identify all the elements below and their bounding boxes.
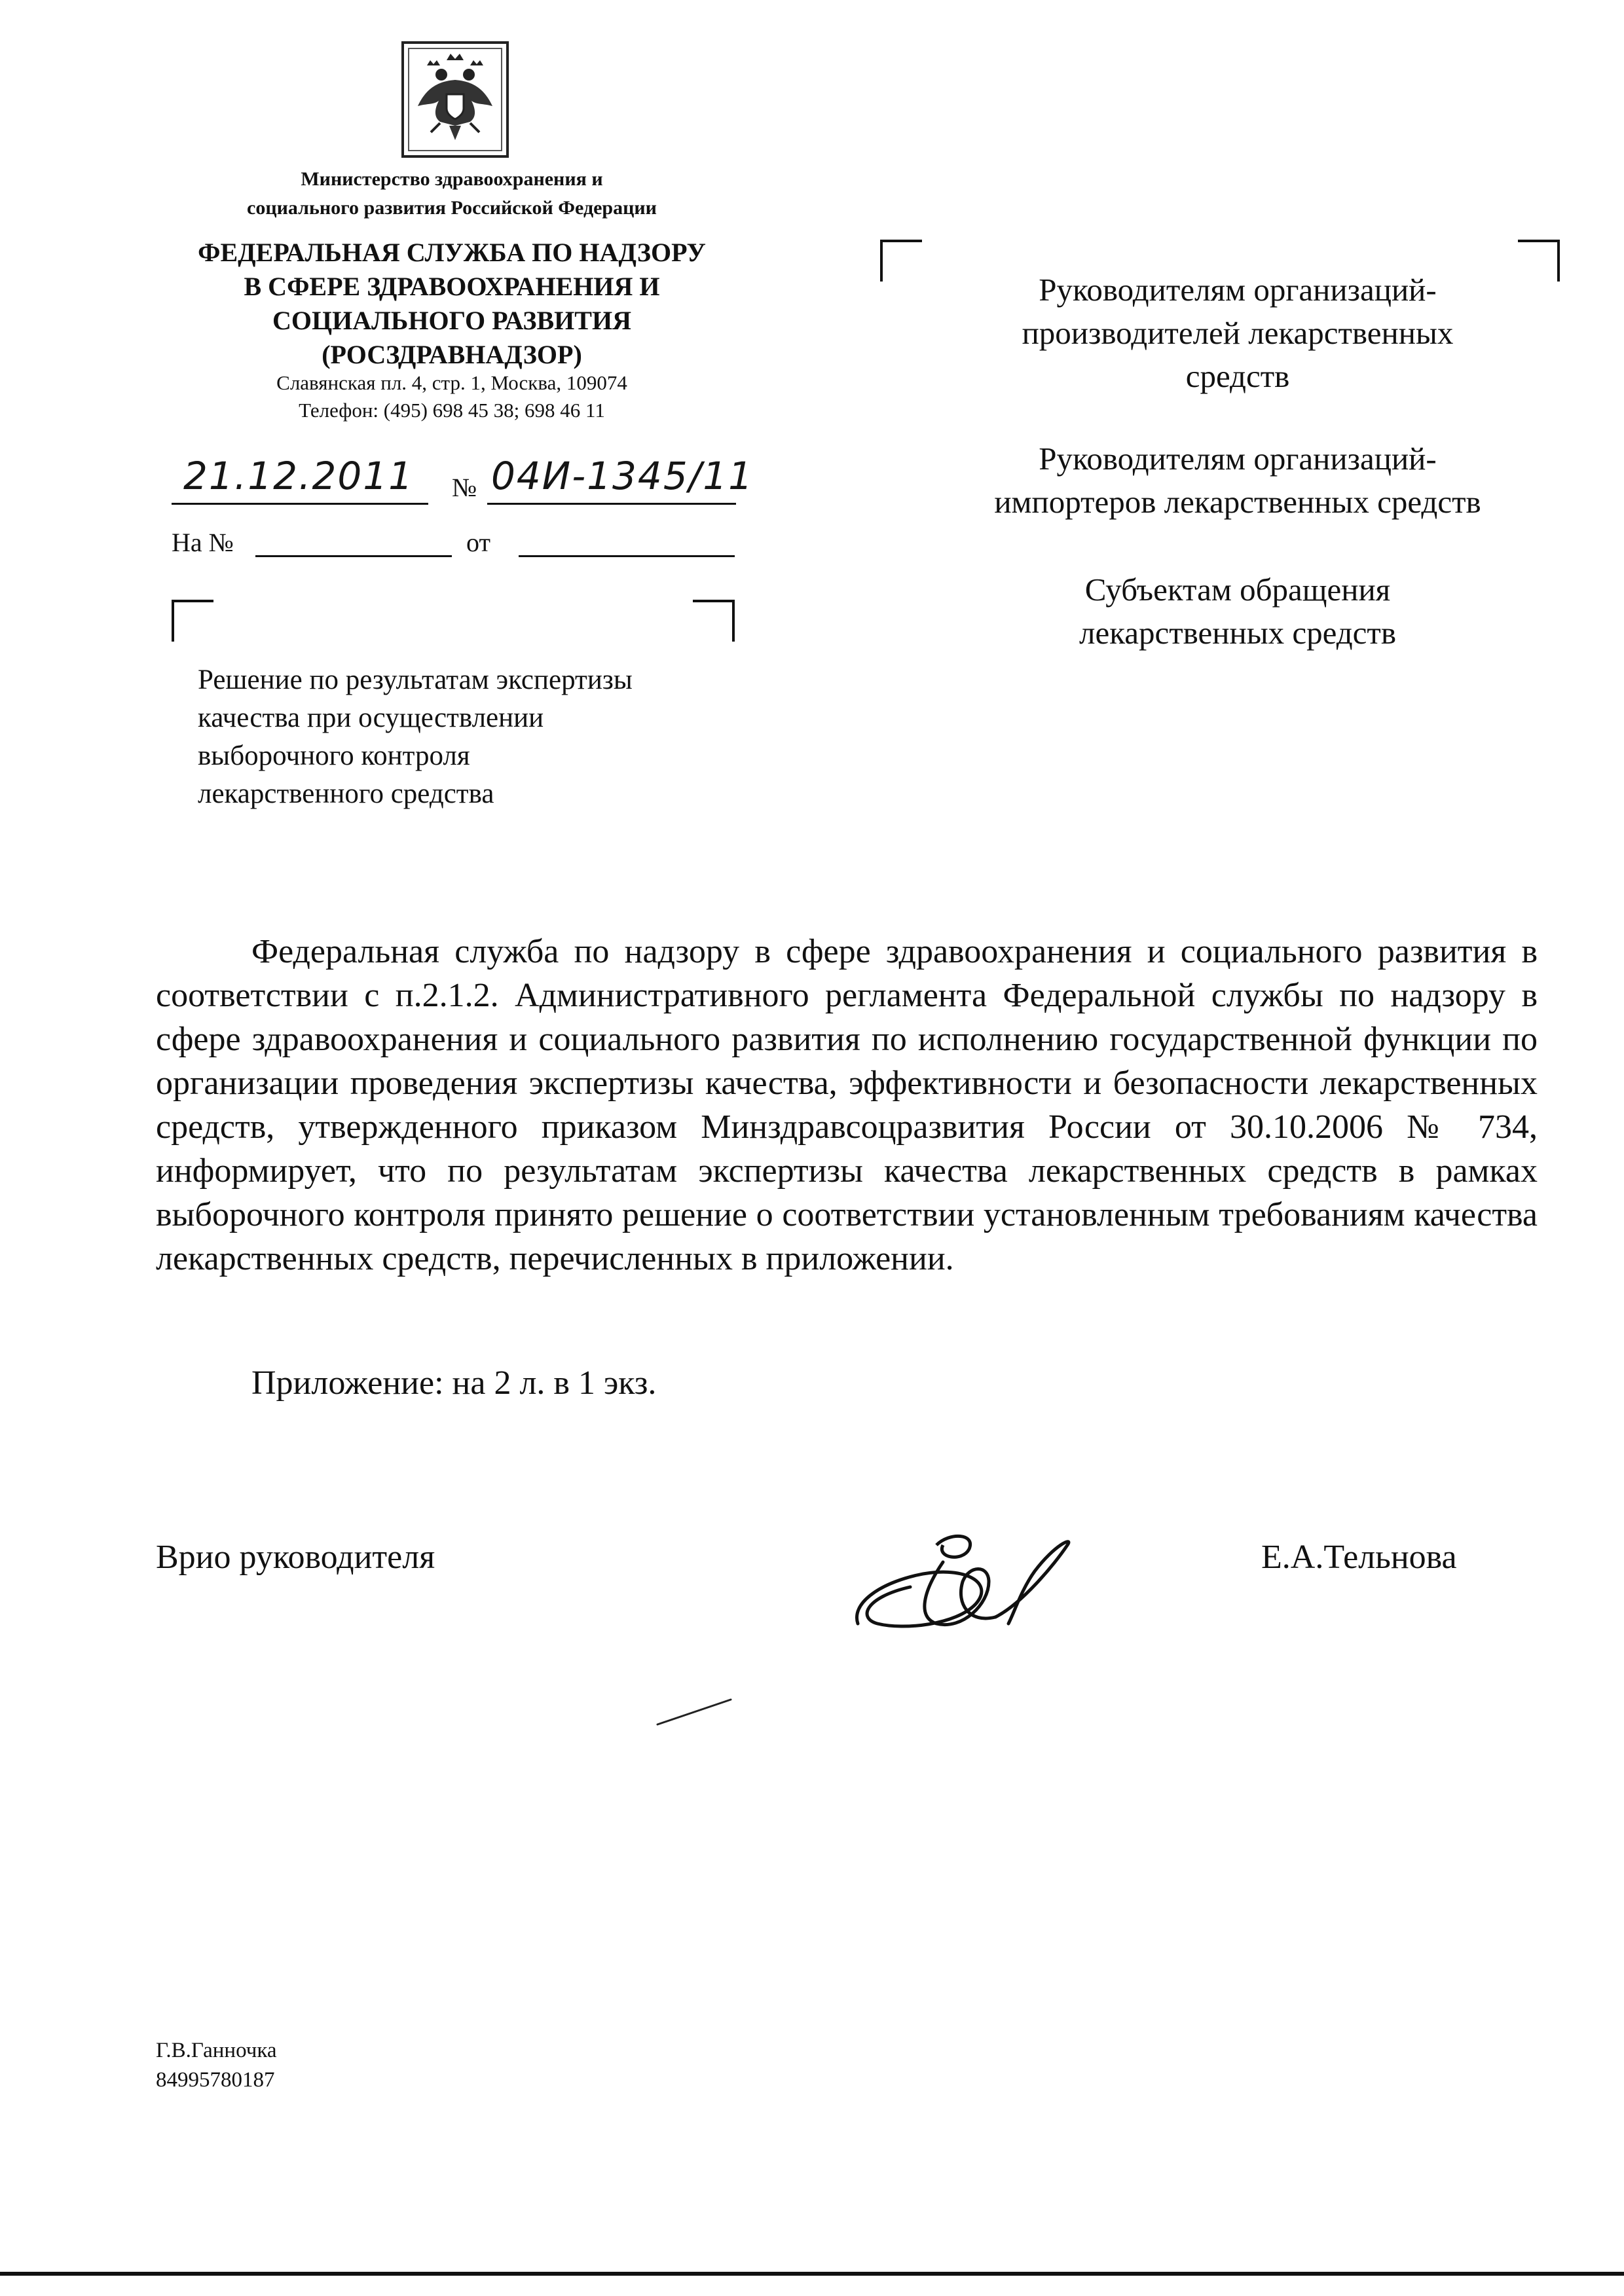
- addressee-subjects: [904, 568, 1572, 655]
- executor-info: [156, 2036, 277, 2095]
- letter-subject: [198, 661, 761, 813]
- reply-number-blank: [255, 555, 452, 557]
- number-sign-label: №: [452, 473, 477, 502]
- ministry-name: [151, 165, 753, 223]
- from-label: от: [466, 528, 490, 557]
- appendix-note: Приложение: на 2 л. в 1 экз.: [251, 1364, 657, 1402]
- addressee-line: средств: [1185, 358, 1290, 394]
- ministry-line: Министерство здравоохранения и: [301, 168, 603, 190]
- agency-line: В СФЕРЕ ЗДРАВООХРАНЕНИЯ И: [244, 272, 660, 301]
- agency-line: СОЦИАЛЬНОГО РАЗВИТИЯ: [272, 306, 631, 335]
- subject-bracket-left: [172, 600, 213, 642]
- addressee-line: производителей лекарственных: [1022, 315, 1454, 351]
- subject-line: выборочного контроля: [198, 740, 470, 771]
- subject-line: Решение по результатам экспертизы: [198, 665, 633, 695]
- letter-body: Федеральная служба по надзору в сфере здравоохранения и социального развития в соответствии с п.2.1.2. Административного регламента Федеральной службы по надзору в сфере здравоохранения и социального развития по исполнению государственной функции по организации проведения экспертизы качества, эффективности и безопасности лекарственных средств, утвержденного приказом Минздравсоцразвития России от 30.10.2006 № 734, информирует, что по результатам экспертизы качества лекарственных средств в рамках выборочного контроля принято решение о соответствии установленным требованиям качества лекарственных средств, перечисленных в приложении.: [156, 933, 1538, 1277]
- handwritten-signature: [838, 1519, 1100, 1663]
- subject-bracket-right: [693, 600, 735, 642]
- addressee-line: Субъектам обращения: [1084, 572, 1391, 608]
- ministry-line: социального развития Российской Федерации: [247, 197, 657, 219]
- addressee-line: импортеров лекарственных средств: [994, 484, 1481, 520]
- registration-number-field: [487, 452, 754, 505]
- subject-line: качества при осуществлении: [198, 702, 544, 733]
- page-bottom-rule: [0, 2272, 1624, 2276]
- signatory-name: Е.А.Тельнова: [1261, 1539, 1457, 1576]
- pen-stroke-mark: [655, 1696, 733, 1728]
- addressee-line: Руководителям организаций-: [1039, 441, 1437, 477]
- registration-number: 04И-1345/11: [491, 454, 754, 498]
- registration-date-field: [172, 452, 428, 505]
- coat-of-arms-icon: [401, 41, 509, 158]
- addressee-line: Руководителям организаций-: [1039, 272, 1437, 308]
- registration-date: 21.12.2011: [183, 454, 415, 498]
- agency-phone: Телефон: (495) 698 45 38; 698 46 11: [299, 399, 605, 422]
- signatory-role: Врио руководителя: [156, 1539, 435, 1576]
- addressee-importers: [904, 437, 1572, 524]
- addressee-producers: [904, 268, 1572, 398]
- agency-address: Славянская пл. 4, стр. 1, Москва, 109074: [276, 371, 627, 394]
- agency-contacts: [151, 369, 753, 424]
- reply-to-label: На №: [172, 528, 234, 557]
- agency-line: ФЕДЕРАЛЬНАЯ СЛУЖБА ПО НАДЗОРУ: [198, 238, 706, 267]
- reply-date-blank: [519, 555, 735, 557]
- agency-name: [151, 236, 753, 372]
- executor-name: Г.В.Ганночка: [156, 2039, 277, 2062]
- addressee-line: лекарственных средств: [1079, 615, 1396, 651]
- agency-line: (РОСЗДРАВНАДЗОР): [322, 340, 582, 369]
- executor-phone: 84995780187: [156, 2068, 275, 2092]
- subject-line: лекарственного средства: [198, 778, 494, 809]
